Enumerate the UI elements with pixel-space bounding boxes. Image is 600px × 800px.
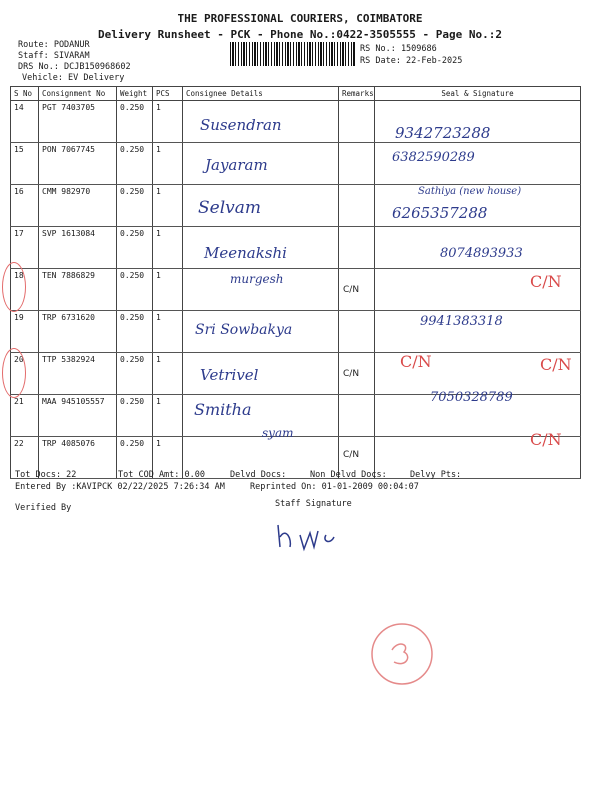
route-label: Route: PODANUR [18,40,90,50]
remark-cn: C/N [343,450,360,460]
row-consignment: TTP 5382924 [39,353,117,395]
row-sno: 21 [11,395,39,437]
red-circle-stamp [368,620,438,690]
row-sno: 17 [11,227,39,269]
row-consignment: MAA 945105557 [39,395,117,437]
red-pen-mark [2,348,26,398]
row-sno: 22 [11,437,39,479]
row-consignment: TEN 7886829 [39,269,117,311]
red-pen-mark [2,262,26,312]
row-sno: 19 [11,311,39,353]
row-weight: 0.250 [117,437,153,479]
row-pcs: 1 [153,101,183,143]
table-row [11,269,581,311]
row-pcs: 1 [153,269,183,311]
barcode-image [230,42,355,66]
row-pcs: 1 [153,395,183,437]
col-consignment: Consignment No [39,87,117,101]
col-sno: S No [11,87,39,101]
row-consignment: TRP 4085076 [39,437,117,479]
row-weight: 0.250 [117,185,153,227]
signature-phone-handwritten: 8074893933 [440,246,523,261]
red-cn-mark: C/N [530,272,562,291]
col-seal-signature: Seal & Signature [375,87,581,101]
signature-phone-handwritten: 6382590289 [392,150,475,165]
remark-cn: C/N [343,285,360,295]
consignee-name-handwritten: Susendran [200,116,282,134]
table-row [11,101,581,143]
row-sno: 15 [11,143,39,185]
red-cn-mark: C/N [400,352,432,371]
signature-name-handwritten: Sathiya (new house) [418,186,522,197]
company-title: THE PROFESSIONAL COURIERS, COIMBATORE [177,12,423,25]
rs-number: RS No.: 1509686 [360,44,437,54]
verified-by-label: Verified By [15,503,72,513]
consignee-name-handwritten: Vetrivel [200,366,259,384]
consignee-name-handwritten: Jayaram [205,156,268,174]
remark-cn: C/N [343,369,360,379]
row-sno: 14 [11,101,39,143]
row-consignment: TRP 6731620 [39,311,117,353]
consignee-name-handwritten: Smitha [194,400,252,419]
runsheet-subtitle: Delivery Runsheet - PCK - Phone No.:0422-3505555 - Page No.:2 [98,28,502,41]
table-row [11,353,581,395]
runsheet-table [10,86,581,479]
row-sno: 20 [11,353,39,395]
total-docs: Tot Docs: 22 [15,470,77,480]
red-cn-mark: C/N [530,430,562,449]
row-weight: 0.250 [117,353,153,395]
col-weight: Weight [117,87,153,101]
consignee-name-handwritten: Sri Sowbakya [195,322,293,338]
table-row [11,143,581,185]
row-weight: 0.250 [117,143,153,185]
consignee-name-handwritten: Selvam [198,198,262,218]
reprinted-on: Reprinted On: 01-01-2009 00:04:07 [250,482,419,492]
signature-phone-handwritten: 9342723288 [395,124,491,142]
row-weight: 0.250 [117,395,153,437]
row-consignment: PGT 7403705 [39,101,117,143]
rs-date: RS Date: 22-Feb-2025 [360,56,463,66]
row-sno: 18 [11,269,39,311]
drs-label: DRS No.: DCJB150968602 [18,62,131,72]
row-weight: 0.250 [117,311,153,353]
red-cn-mark: C/N [540,355,572,374]
col-pcs: PCS [153,87,183,101]
row-weight: 0.250 [117,101,153,143]
row-pcs: 1 [153,311,183,353]
row-consignment: SVP 1613084 [39,227,117,269]
row-pcs: 1 [153,437,183,479]
delivered-docs: Delvd Docs: [230,470,287,480]
row-pcs: 1 [153,185,183,227]
consignee-name-handwritten: murgesh [230,272,284,286]
row-consignment: PON 7067745 [39,143,117,185]
row-pcs: 1 [153,353,183,395]
staff-label: Staff: SIVARAM [18,51,90,61]
col-consignee: Consignee Details [183,87,339,101]
signature-phone-handwritten: 9941383318 [420,314,503,329]
table-header-row [11,87,581,101]
table-row [11,437,581,479]
row-weight: 0.250 [117,227,153,269]
row-weight: 0.250 [117,269,153,311]
row-pcs: 1 [153,143,183,185]
row-pcs: 1 [153,227,183,269]
vehicle-label: Vehicle: EV Delivery [22,73,125,83]
total-cod-amount: Tot COD Amt: 0.00 [118,470,205,480]
signature-phone-handwritten: 6265357288 [392,204,488,222]
col-remarks: Remarks [339,87,375,101]
staff-signature-scribble [270,515,360,555]
entered-by: Entered By :KAVIPCK 02/22/2025 7:26:34 AM [15,482,225,492]
signature-phone-handwritten: 7050328789 [430,390,513,405]
delivery-points: Delvy Pts: [410,470,462,480]
row-sno: 16 [11,185,39,227]
consignee-name-handwritten: Meenakshi [204,244,287,262]
non-delivered-docs: Non Delvd Docs: [310,470,387,480]
staff-signature-label: Staff Signature [275,499,352,509]
consignee-name-handwritten: syam [262,426,294,440]
row-consignment: CMM 982970 [39,185,117,227]
